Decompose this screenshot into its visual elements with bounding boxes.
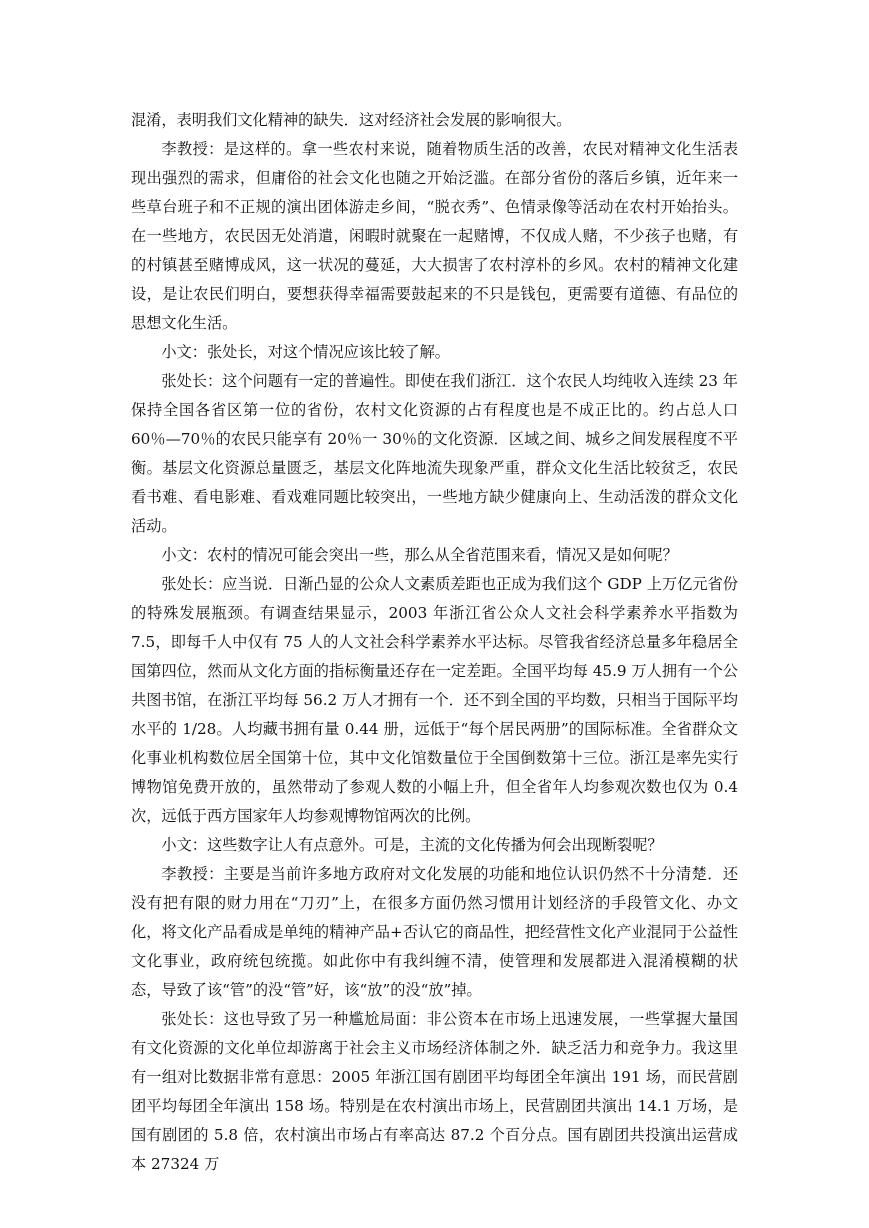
document-body [131,106,738,1179]
paragraph: 张处长：应当说．日渐凸显的公众人文素质差距也正成为我们这个 GDP 上万亿元省份的特殊发展瓶颈。有调查结果显示，2003 年浙江省公众人文社会科学素养水平指数为 7.5，即每千人中仅有 75 人的人文社会科学素养水平达标。尽管我省经济总量多年稳居全国第四位，然而从文化方面的指标衡量还存在一定差距。全国平均每 45.9 万人拥有一个公共图书馆，在浙江平均每 56.2 万人才拥有一个．还不到全国的平均数，只相当于国际平均水平的 1/28。人均藏书拥有量 0.44 册，远低于“每个居民两册”的国际标准。全省群众文化事业机构数位居全国第十位，其中文化馆数量位于全国倒数第十三位。浙江是率先实行博物馆免费开放的，虽然带动了参观人数的小幅上升，但全省年人均参观次数也仅为 0.4 次，远低于西方国家年人均参观博物馆两次的比例。 [131,575,738,825]
paragraph: 李教授：是这样的。拿一些农村来说，随着物质生活的改善，农民对精神文化生活表现出强烈的需求，但庸俗的社会文化也随之开始泛滥。在部分省份的落后乡镇，近年来一些草台班子和不正规的演出团体游走乡间，“脱衣秀”、色情录像等活动在农村开始抬头。在一些地方，农民因无处消遣，闲暇时就聚在一起赌博，不仅成人赌，不少孩子也赌，有的村镇甚至赌博成风，这一状况的蔓延，大大损害了农村淳朴的乡风。农村的精神文化建设，是让农民们明白，要想获得幸福需要鼓起来的不只是钱包，更需要有道德、有品位的思想文化生活。 [131,140,738,332]
paragraph: 张处长：这也导致了另一种尴尬局面：非公资本在市场上迅速发展，一些掌握大量国有文化资源的文化单位却游离于社会主义市场经济体制之外．缺乏活力和竞争力。我这里有一组对比数据非常有意思：2005 年浙江国有剧团平均每团全年演出 191 场，而民营剧团平均每团全年演出 158 场。特别是在农村演出市场上，民营剧团共演出 14.1 万场，是国有剧团的 5.8 倍，农村演出市场占有率高达 87.2 个百分点。国有剧团共投演出运营成本 27324 万 [131,1010,738,1173]
paragraph: 小文：农村的情况可能会突出一些，那么从全省范围来看，情况又是如何呢？ [161,546,678,564]
paragraph: 小文：这些数字让人有点意外。可是，主流的文化传播为何会出现断裂呢？ [161,836,663,854]
paragraph: 混淆，表明我们文化精神的缺失．这对经济社会发展的影响很大。 [131,111,572,129]
paragraph: 张处长：这个问题有一定的普遍性。即使在我们浙江．这个农民人均纯收入连续 23 年保持全国各省区第一位的省份，农村文化资源的占有程度也是不成正比的。约占总人口 60％—70％的农民只能享有 20％一 30％的文化资源．区域之间、城乡之间发展程度不平衡。基层文化资源总量匮乏，基层文化阵地流失现象严重，群众文化生活比较贫乏，农民看书难、看电影难、看戏难同题比较突出，一些地方缺少健康向上、生动活泼的群众文化活动。 [131,372,738,535]
paragraph: 李教授：主要是当前许多地方政府对文化发展的功能和地位认识仍然不十分清楚．还没有把有限的财力用在“刀刃”上，在很多方面仍然习惯用计划经济的手段管文化、办文化，将文化产品看成是单纯的精神产品+否认它的商品性，把经营性文化产业混同于公益性文化事业，政府统包统揽。如此你中有我纠缠不清，使管理和发展都进入混淆模糊的状态，导致了该“管”的没“管”好，该“放”的没“放”掉。 [131,865,738,999]
paragraph: 小文：张处长，对这个情况应该比较了解。 [161,343,450,361]
